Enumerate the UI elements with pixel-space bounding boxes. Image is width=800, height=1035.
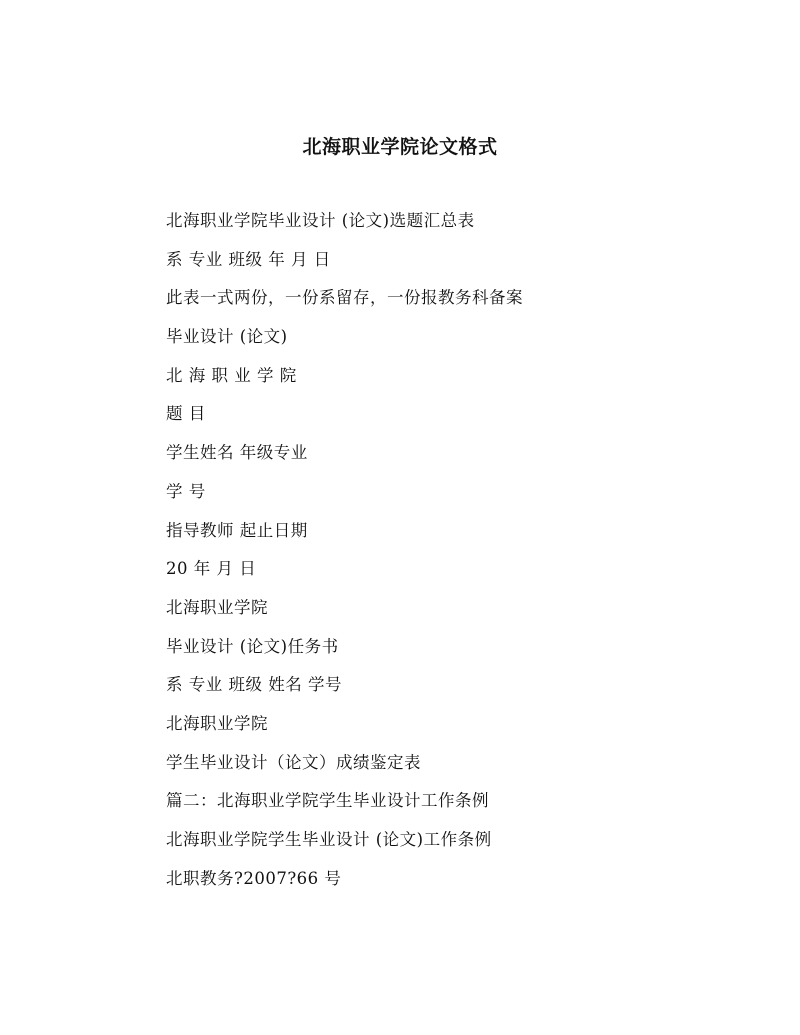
text-line: 北海职业学院毕业设计 (论文)选题汇总表 bbox=[166, 211, 475, 230]
text-line: 学生毕业设计（论文）成绩鉴定表 bbox=[166, 752, 421, 772]
text-line: 篇二：北海职业学院学生毕业设计工作条例 bbox=[166, 791, 489, 811]
text-line: 学生姓名 年级专业 bbox=[166, 443, 308, 463]
page-title: 北海职业学院论文格式 bbox=[302, 136, 498, 158]
text-line: 北海职业学院 bbox=[166, 713, 268, 733]
text-line: 毕业设计 (论文)任务书 bbox=[166, 636, 339, 656]
text-line: 系 专业 班级 年 月 日 bbox=[166, 249, 331, 269]
document-body bbox=[166, 208, 760, 904]
text-line: 指导教师 起止日期 bbox=[166, 520, 308, 540]
text-line: 学 号 bbox=[166, 481, 206, 501]
text-line: 题 目 bbox=[166, 404, 206, 424]
text-line: 系 专业 班级 姓名 学号 bbox=[166, 675, 342, 695]
text-line: 北海职业学院学生毕业设计 (论文)工作条例 bbox=[166, 830, 492, 849]
text-line: 北海职业学院 bbox=[166, 597, 268, 617]
text-line: 20 年 月 日 bbox=[166, 559, 257, 579]
text-line: 此表一式两份，一份系留存，一份报教务科备案 bbox=[166, 288, 523, 308]
text-line: 北 海 职 业 学 院 bbox=[166, 365, 297, 385]
text-line: 毕业设计 (论文) bbox=[166, 327, 288, 347]
text-line: 北职教务?2007?66 号 bbox=[166, 868, 342, 888]
